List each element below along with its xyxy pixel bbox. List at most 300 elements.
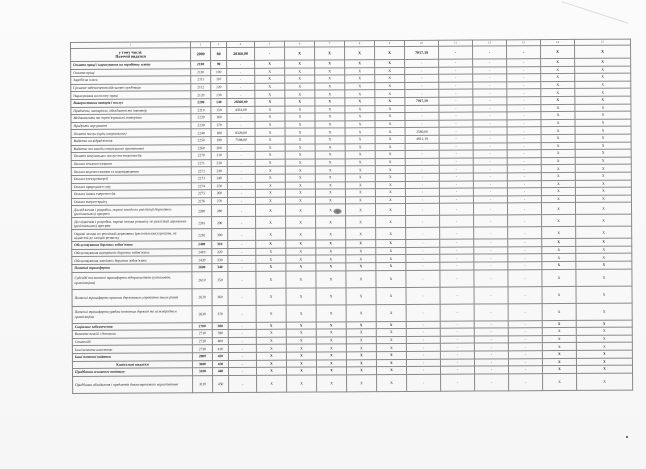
- value-cell: -: [473, 89, 507, 97]
- value-cell: X: [376, 359, 406, 367]
- value-cell: X: [316, 255, 346, 263]
- value-cell: -: [440, 343, 474, 351]
- value-cell: X: [345, 158, 375, 166]
- expenditure-table: [70, 39, 633, 394]
- row-label: Інші поточні видатки: [72, 353, 192, 361]
- row-label: Оплата послуг (крім комунальних): [71, 129, 191, 137]
- value-cell: -: [473, 142, 507, 150]
- value-cell: X: [375, 120, 405, 128]
- value-cell: -: [507, 119, 541, 127]
- line-code: 160: [211, 114, 227, 122]
- row-label: Видатки на відрядження: [71, 137, 191, 145]
- value-cell: -: [439, 82, 473, 90]
- value-cell: X: [286, 367, 316, 375]
- value-cell: -: [473, 59, 507, 67]
- value-cell: -: [508, 320, 542, 328]
- value-cell: X: [315, 159, 345, 167]
- value-cell: -: [228, 271, 256, 288]
- value-cell: -: [440, 215, 474, 227]
- value-cell: X: [345, 98, 375, 106]
- report-page: [70, 39, 633, 458]
- row-label: Придбання обладнання і предметів довгострокового користування: [73, 376, 193, 394]
- value-cell: X: [375, 75, 405, 83]
- value-cell: -: [474, 227, 508, 239]
- value-cell: -: [440, 366, 474, 374]
- value-cell: -: [406, 328, 440, 336]
- row-label: Заробітна плата: [71, 76, 191, 84]
- value-cell: -: [508, 303, 542, 320]
- value-cell: X: [346, 248, 376, 256]
- column-number: 5: [254, 41, 284, 47]
- value-cell: X: [346, 359, 376, 367]
- value-cell: X: [575, 142, 631, 150]
- value-cell: X: [316, 270, 346, 287]
- value-cell: -: [227, 151, 255, 159]
- value-cell: X: [345, 113, 375, 121]
- value-cell: X: [345, 196, 375, 204]
- value-cell: X: [541, 119, 575, 127]
- row-label: Медикаменти та перев’язувальні матеріали: [71, 114, 191, 122]
- value-cell: -: [406, 344, 440, 352]
- column-number: 12: [472, 40, 506, 46]
- value-cell: X: [315, 189, 345, 197]
- value-cell: X: [255, 197, 285, 205]
- value-cell: -: [405, 188, 439, 196]
- value-cell: X: [375, 181, 405, 189]
- line-code: 180: [211, 129, 227, 137]
- value-cell: X: [541, 195, 575, 203]
- value-cell: X: [542, 227, 576, 239]
- row-label: Дослідження і розробки, окремі заходи розвитку по реалізації державних (регіональних) програм: [72, 217, 192, 230]
- kekv-code: 2230: [191, 121, 211, 129]
- kekv-code: 2610: [192, 271, 212, 288]
- value-cell: -: [439, 105, 473, 113]
- value-cell: -: [405, 82, 439, 90]
- value-cell: X: [541, 104, 575, 112]
- line-code: 270: [211, 197, 227, 205]
- value-cell: X: [542, 328, 576, 336]
- value-cell: X: [577, 373, 633, 390]
- kekv-code: 2210: [191, 106, 211, 114]
- value-cell: X: [255, 113, 285, 121]
- value-cell: -: [474, 303, 508, 320]
- line-code: 440: [212, 368, 228, 376]
- line-code: 120: [211, 83, 227, 91]
- value-cell: -: [473, 46, 507, 59]
- value-cell: -: [508, 215, 542, 227]
- value-cell: -: [473, 150, 507, 158]
- value-cell: 7017,19: [405, 46, 439, 59]
- value-cell: -: [507, 112, 541, 120]
- value-cell: X: [375, 113, 405, 121]
- value-cell: -: [439, 135, 473, 143]
- value-cell: 8329,00: [227, 129, 255, 137]
- value-cell: -: [440, 227, 474, 239]
- value-cell: X: [345, 189, 375, 197]
- kekv-code: 2120: [191, 91, 211, 99]
- value-cell: -: [474, 320, 508, 328]
- value-cell: X: [576, 303, 632, 320]
- value-cell: X: [256, 228, 286, 240]
- kekv-code: 2800: [192, 353, 212, 361]
- value-cell: X: [576, 335, 632, 343]
- value-cell: X: [575, 45, 631, 58]
- value-cell: X: [316, 248, 346, 256]
- value-cell: X: [345, 151, 375, 159]
- value-cell: -: [507, 142, 541, 150]
- value-cell: -: [439, 203, 473, 215]
- line-code: 360: [212, 288, 228, 305]
- value-cell: X: [375, 204, 405, 216]
- value-cell: -: [507, 104, 541, 112]
- value-cell: -: [227, 182, 255, 190]
- value-cell: X: [576, 343, 632, 351]
- row-label: Оплата енергосервісу: [71, 197, 191, 205]
- value-cell: X: [541, 58, 575, 66]
- value-cell: X: [255, 75, 285, 83]
- value-cell: -: [473, 196, 507, 204]
- value-cell: -: [508, 254, 542, 262]
- value-cell: X: [541, 157, 575, 165]
- value-cell: -: [473, 112, 507, 120]
- row-label: Обслуговування зовнішніх боргових зобов’язань: [72, 256, 192, 264]
- value-cell: X: [375, 135, 405, 143]
- value-cell: -: [228, 345, 256, 353]
- value-cell: -: [405, 120, 439, 128]
- row-label: Оплата праці і нарахування на заробітну плату: [71, 61, 191, 69]
- value-cell: -: [439, 74, 473, 82]
- value-cell: -: [227, 114, 255, 122]
- value-cell: -: [439, 67, 473, 75]
- value-cell: -: [439, 165, 473, 173]
- value-cell: -: [507, 46, 541, 59]
- value-cell: -: [406, 216, 440, 228]
- row-label: Оплата електроенергії: [71, 175, 191, 183]
- value-cell: X: [256, 240, 286, 248]
- value-cell: -: [508, 227, 542, 239]
- value-cell: -: [439, 89, 473, 97]
- value-cell: X: [255, 121, 285, 129]
- value-cell: X: [542, 320, 576, 328]
- value-cell: X: [376, 351, 406, 359]
- value-cell: X: [575, 195, 631, 203]
- value-cell: -: [228, 288, 256, 305]
- value-cell: X: [376, 287, 406, 304]
- column-number: 15: [574, 39, 630, 45]
- value-cell: -: [405, 67, 439, 75]
- value-cell: X: [376, 304, 406, 321]
- row-label: у тому числі: Поточні видатки: [71, 48, 191, 62]
- value-cell: X: [285, 121, 315, 129]
- line-code: 300: [212, 229, 228, 241]
- line-code: 420: [212, 353, 228, 361]
- kekv-code: 2220: [191, 114, 211, 122]
- row-label: Обслуговування внутрішніх боргових зобов’язань: [72, 249, 192, 257]
- value-cell: -: [405, 158, 439, 166]
- line-code: 240: [211, 174, 227, 182]
- value-cell: -: [508, 239, 542, 247]
- value-cell: -: [473, 66, 507, 74]
- value-cell: X: [575, 88, 631, 96]
- column-number: 13: [506, 40, 540, 46]
- value-cell: -: [406, 240, 440, 248]
- value-cell: X: [575, 73, 631, 81]
- kekv-code: 2620: [192, 288, 212, 305]
- value-cell: -: [507, 81, 541, 89]
- value-cell: X: [576, 246, 632, 254]
- column-number: 9: [374, 40, 404, 46]
- value-cell: X: [376, 321, 406, 329]
- value-cell: -: [507, 173, 541, 181]
- value-cell: -: [406, 351, 440, 359]
- value-cell: -: [406, 304, 440, 321]
- line-code: 90: [211, 61, 227, 69]
- value-cell: X: [315, 197, 345, 205]
- value-cell: X: [542, 358, 576, 366]
- line-code: 100: [211, 68, 227, 76]
- value-cell: -: [439, 181, 473, 189]
- value-cell: X: [346, 263, 376, 271]
- value-cell: X: [286, 255, 316, 263]
- value-cell: -: [406, 247, 440, 255]
- kekv-code: 2274: [191, 182, 211, 190]
- value-cell: X: [575, 126, 631, 134]
- row-label: Оплата інших енергоносіїв: [71, 190, 191, 198]
- value-cell: X: [345, 60, 375, 68]
- value-cell: -: [439, 196, 473, 204]
- value-cell: X: [315, 181, 345, 189]
- value-cell: -: [474, 254, 508, 262]
- value-cell: -: [507, 180, 541, 188]
- value-cell: X: [375, 46, 405, 59]
- value-cell: -: [507, 150, 541, 158]
- value-cell: X: [375, 82, 405, 90]
- line-code: 380: [212, 322, 228, 330]
- value-cell: -: [228, 248, 256, 256]
- value-cell: X: [256, 248, 286, 256]
- kekv-code: 2200: [191, 99, 211, 107]
- value-cell: X: [316, 216, 346, 228]
- value-cell: -: [228, 263, 256, 271]
- value-cell: -: [507, 66, 541, 74]
- value-cell: X: [255, 204, 285, 216]
- value-cell: X: [285, 83, 315, 91]
- value-cell: -: [228, 352, 256, 360]
- row-label: Продукти харчування: [71, 122, 191, 130]
- value-cell: -: [440, 351, 474, 359]
- value-cell: X: [542, 239, 576, 247]
- value-cell: X: [316, 344, 346, 352]
- row-label: Виплата пенсій і допомоги: [72, 330, 192, 338]
- value-cell: X: [541, 203, 575, 215]
- value-cell: X: [376, 270, 406, 287]
- value-cell: X: [375, 196, 405, 204]
- value-cell: X: [255, 151, 285, 159]
- value-cell: X: [576, 226, 632, 238]
- value-cell: X: [315, 166, 345, 174]
- kekv-code: 2240: [191, 129, 211, 137]
- value-cell: X: [285, 90, 315, 98]
- value-cell: -: [406, 287, 440, 304]
- value-cell: -: [440, 239, 474, 247]
- line-code: 350: [212, 271, 228, 288]
- value-cell: X: [376, 344, 406, 352]
- value-cell: X: [286, 329, 316, 337]
- value-cell: -: [474, 366, 508, 374]
- value-cell: -: [405, 74, 439, 82]
- value-cell: -: [473, 104, 507, 112]
- value-cell: X: [316, 304, 346, 321]
- value-cell: X: [543, 373, 577, 390]
- value-cell: -: [473, 127, 507, 135]
- row-label: Використання товарів і послуг: [71, 99, 191, 107]
- column-number: 10: [404, 40, 438, 46]
- value-cell: -: [439, 188, 473, 196]
- value-cell: X: [576, 238, 632, 246]
- kekv-code: 2273: [191, 175, 211, 183]
- kekv-code: 2111: [191, 76, 211, 84]
- line-code: 290: [212, 217, 228, 229]
- value-cell: X: [256, 256, 286, 264]
- value-cell: -: [507, 89, 541, 97]
- value-cell: -: [228, 241, 256, 249]
- value-cell: X: [346, 240, 376, 248]
- value-cell: -: [406, 255, 440, 263]
- kekv-code: 2112: [191, 83, 211, 91]
- kekv-code: 2410: [192, 249, 212, 257]
- value-cell: X: [542, 343, 576, 351]
- value-cell: X: [375, 151, 405, 159]
- value-cell: X: [346, 329, 376, 337]
- value-cell: -: [406, 366, 440, 374]
- value-cell: X: [345, 120, 375, 128]
- value-cell: X: [255, 98, 285, 106]
- value-cell: 7598,00: [227, 136, 255, 144]
- value-cell: X: [286, 322, 316, 330]
- value-cell: X: [315, 143, 345, 151]
- value-cell: X: [345, 105, 375, 113]
- value-cell: X: [575, 58, 631, 66]
- kekv-code: 2276: [191, 197, 211, 205]
- value-cell: -: [227, 205, 255, 217]
- line-code: 450: [213, 375, 229, 392]
- kekv-code: 2270: [191, 152, 211, 160]
- value-cell: 7017,19: [405, 97, 439, 105]
- value-cell: -: [507, 97, 541, 105]
- row-label: Інші виплати населенню: [72, 345, 192, 353]
- value-cell: 2580,00: [405, 128, 439, 136]
- value-cell: X: [542, 269, 576, 286]
- value-cell: X: [541, 74, 575, 82]
- value-cell: -: [440, 262, 474, 270]
- value-cell: -: [227, 121, 255, 129]
- value-cell: -: [474, 328, 508, 336]
- value-cell: -: [507, 157, 541, 165]
- value-cell: -: [507, 203, 541, 215]
- line-code: 310: [212, 241, 228, 249]
- value-cell: X: [375, 143, 405, 151]
- column-number: 6: [284, 41, 314, 47]
- value-cell: X: [316, 287, 346, 304]
- value-cell: X: [541, 188, 575, 196]
- value-cell: X: [256, 352, 286, 360]
- value-cell: X: [376, 228, 406, 240]
- value-cell: X: [286, 305, 316, 322]
- value-cell: 28360,00: [227, 47, 255, 60]
- line-code: 150: [211, 106, 227, 114]
- value-cell: X: [285, 174, 315, 182]
- value-cell: X: [285, 128, 315, 136]
- value-cell: -: [227, 60, 255, 68]
- value-cell: -: [507, 59, 541, 67]
- value-cell: X: [376, 367, 406, 375]
- value-cell: -: [405, 196, 439, 204]
- value-cell: X: [285, 113, 315, 121]
- value-cell: X: [256, 305, 286, 322]
- value-cell: X: [542, 335, 576, 343]
- value-cell: X: [285, 47, 315, 60]
- value-cell: X: [286, 344, 316, 352]
- value-cell: -: [439, 97, 473, 105]
- value-cell: X: [542, 350, 576, 358]
- value-cell: X: [345, 204, 375, 216]
- kekv-code: 2271: [191, 159, 211, 167]
- value-cell: -: [507, 165, 541, 173]
- value-cell: X: [541, 134, 575, 142]
- kekv-code: 2420: [192, 256, 212, 264]
- value-cell: -: [439, 173, 473, 181]
- value-cell: X: [285, 166, 315, 174]
- kekv-code: 2400: [192, 241, 212, 249]
- value-cell: X: [315, 136, 345, 144]
- line-code: 130: [211, 91, 227, 99]
- line-code: 230: [211, 167, 227, 175]
- value-cell: X: [345, 128, 375, 136]
- line-code: 410: [212, 345, 228, 353]
- value-cell: X: [255, 129, 285, 137]
- value-cell: -: [406, 228, 440, 240]
- value-cell: X: [542, 215, 576, 227]
- value-cell: -: [473, 173, 507, 181]
- value-cell: X: [542, 254, 576, 262]
- value-cell: X: [286, 240, 316, 248]
- value-cell: X: [575, 149, 631, 157]
- kekv-code: 2100: [191, 61, 211, 69]
- line-code: 330: [212, 256, 228, 264]
- value-cell: 28360,00: [227, 98, 255, 106]
- value-cell: -: [228, 256, 256, 264]
- value-cell: X: [376, 255, 406, 263]
- value-cell: -: [507, 135, 541, 143]
- value-cell: X: [576, 286, 632, 303]
- value-cell: X: [256, 288, 286, 305]
- value-cell: -: [228, 305, 256, 322]
- value-cell: X: [256, 263, 286, 271]
- value-cell: X: [255, 189, 285, 197]
- value-cell: -: [474, 351, 508, 359]
- kekv-code: 2600: [192, 264, 212, 272]
- line-code: 220: [211, 159, 227, 167]
- value-cell: -: [405, 204, 439, 216]
- value-cell: -: [508, 286, 542, 303]
- kekv-code: 2272: [191, 167, 211, 175]
- value-cell: -: [474, 269, 508, 286]
- value-cell: X: [541, 165, 575, 173]
- value-cell: X: [317, 375, 347, 392]
- value-cell: X: [541, 66, 575, 74]
- value-cell: X: [346, 352, 376, 360]
- value-cell: X: [255, 174, 285, 182]
